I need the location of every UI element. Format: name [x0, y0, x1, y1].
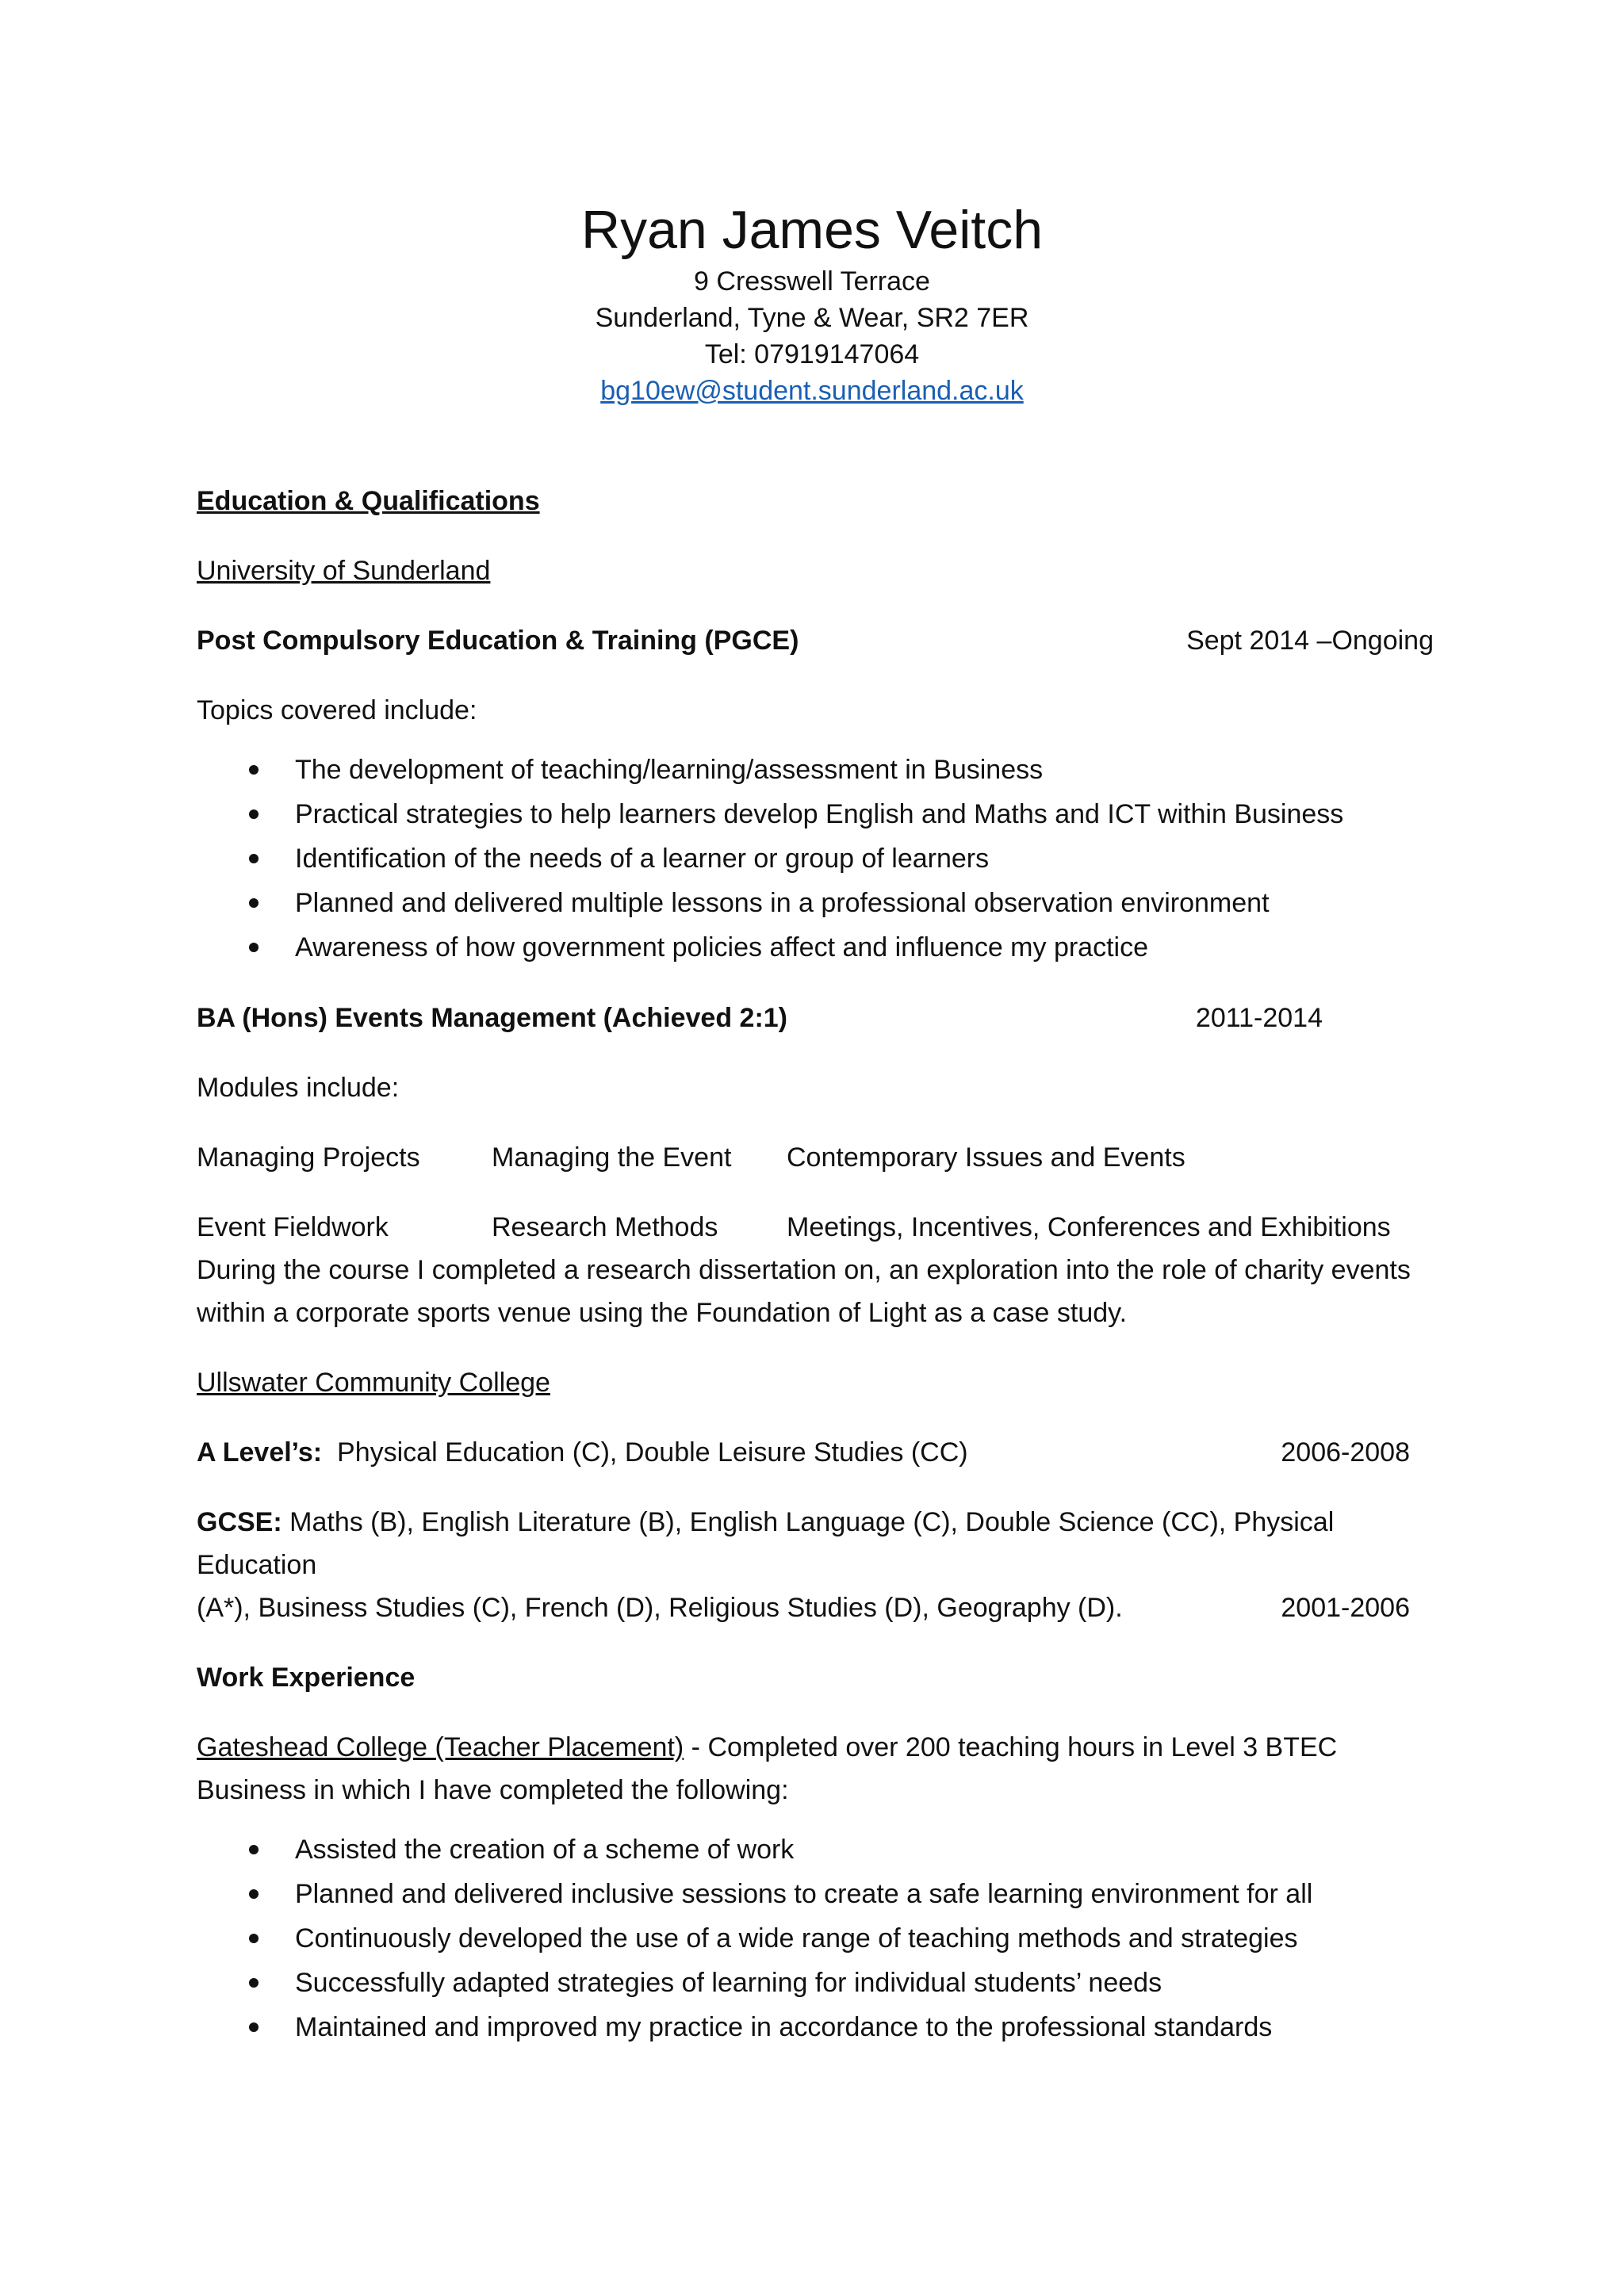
- gcse-text-2: (A*), Business Studies (C), French (D), Religious Studies (D), Geography (D).: [197, 1593, 1123, 1623]
- pgce-title: Post Compulsory Education & Training (PGCE): [197, 626, 799, 656]
- placement-line-2: Business in which I have completed the following:: [197, 1775, 789, 1805]
- bullet-icon: [249, 854, 259, 863]
- alevels-row: [197, 1431, 1434, 1474]
- gcse-line-1: [197, 1501, 1434, 1586]
- bullet-icon: [249, 1978, 259, 1988]
- email-line: [0, 373, 1624, 409]
- ba-dates: 2011-2014: [1195, 1003, 1323, 1033]
- list-item: The development of teaching/learning/assessment in Business: [197, 748, 1434, 792]
- cv-header: [0, 197, 1624, 409]
- bullet-icon: [249, 765, 259, 775]
- list-item: Awareness of how government policies affect and influence my practice: [197, 925, 1434, 970]
- telephone: Tel: 07919147064: [704, 339, 920, 369]
- pgce-row: [197, 619, 1434, 662]
- list-item: Planned and delivered multiple lessons in a professional observation environment: [197, 881, 1434, 925]
- education-heading: Education & Qualifications: [197, 486, 540, 516]
- ba-modules-intro: Modules include:: [197, 1073, 400, 1103]
- alevels-label: A Level’s:: [197, 1437, 323, 1468]
- module-name: Contemporary Issues and Events: [787, 1142, 1185, 1173]
- gcse-dates: 2001-2006: [1281, 1593, 1410, 1623]
- list-item: Identification of the needs of a learner or group of learners: [197, 836, 1434, 881]
- list-item: Successfully adapted strategies of learning for individual students’ needs: [197, 1961, 1434, 2005]
- alevels-dates: 2006-2008: [1281, 1437, 1410, 1468]
- ba-title: BA (Hons) Events Management (Achieved 2:1): [197, 1003, 787, 1033]
- work-experience-heading: Work Experience: [197, 1663, 416, 1693]
- candidate-name: Ryan James Veitch: [580, 200, 1044, 260]
- module-name: Event Fieldwork: [197, 1212, 389, 1242]
- modules-row-2: [197, 1206, 1434, 1249]
- module-name: Managing Projects: [197, 1142, 420, 1173]
- placement-title: Gateshead College (Teacher Placement): [197, 1732, 684, 1762]
- ba-row: [197, 997, 1434, 1039]
- bullet-icon: [249, 943, 259, 952]
- alevels-text: Physical Education (C), Double Leisure Studies (CC): [337, 1437, 968, 1468]
- dissertation-paragraph: During the course I completed a research dissertation on, an exploration into the role of charity events within a corporate sports venue using the Foundation of Light as a case study.: [197, 1255, 1411, 1328]
- module-name: Research Methods: [492, 1212, 718, 1242]
- gcse-label: GCSE:: [197, 1507, 282, 1537]
- address-line-1: 9 Cresswell Terrace: [694, 266, 930, 297]
- list-item: Assisted the creation of a scheme of work: [197, 1827, 1434, 1872]
- pgce-topics-list: [197, 748, 1434, 970]
- alevels-text-wrap: [197, 1431, 968, 1474]
- pgce-dates: Sept 2014 –Ongoing: [1186, 626, 1434, 656]
- university-name: University of Sunderland: [197, 556, 491, 586]
- placement-desc: - Completed over 200 teaching hours in Level 3 BTEC: [684, 1732, 1338, 1762]
- bullet-icon: [249, 1845, 259, 1854]
- cv-body: [197, 480, 1434, 2049]
- college-name: Ullswater Community College: [197, 1368, 550, 1398]
- modules-row-1: [197, 1136, 1434, 1179]
- placement-line-1: [197, 1726, 1434, 1769]
- email-link[interactable]: bg10ew@student.sunderland.ac.uk: [600, 376, 1024, 406]
- placement-duties-list: [197, 1827, 1434, 2049]
- bullet-icon: [249, 2022, 259, 2032]
- list-item: Planned and delivered inclusive sessions to create a safe learning environment for all: [197, 1872, 1434, 1916]
- bullet-icon: [249, 1934, 259, 1943]
- placement-block: [197, 1726, 1434, 1812]
- gcse-text-1: Maths (B), English Literature (B), English Language (C), Double Science (CC), Physical Education: [197, 1507, 1335, 1580]
- list-item: Continuously developed the use of a wide range of teaching methods and strategies: [197, 1916, 1434, 1961]
- pgce-intro: Topics covered include:: [197, 695, 477, 725]
- list-item: Practical strategies to help learners develop English and Maths and ICT within Business: [197, 792, 1434, 836]
- list-item: Maintained and improved my practice in accordance to the professional standards: [197, 2005, 1434, 2049]
- bullet-icon: [249, 1889, 259, 1899]
- module-name: Meetings, Incentives, Conferences and Exhibitions: [787, 1212, 1391, 1242]
- module-name: Managing the Event: [492, 1142, 732, 1173]
- gcse-block: [197, 1501, 1434, 1629]
- bullet-icon: [249, 898, 259, 908]
- address-line-2: Sunderland, Tyne & Wear, SR2 7ER: [595, 303, 1029, 333]
- bullet-icon: [249, 809, 259, 819]
- gcse-line-2: [197, 1586, 1434, 1629]
